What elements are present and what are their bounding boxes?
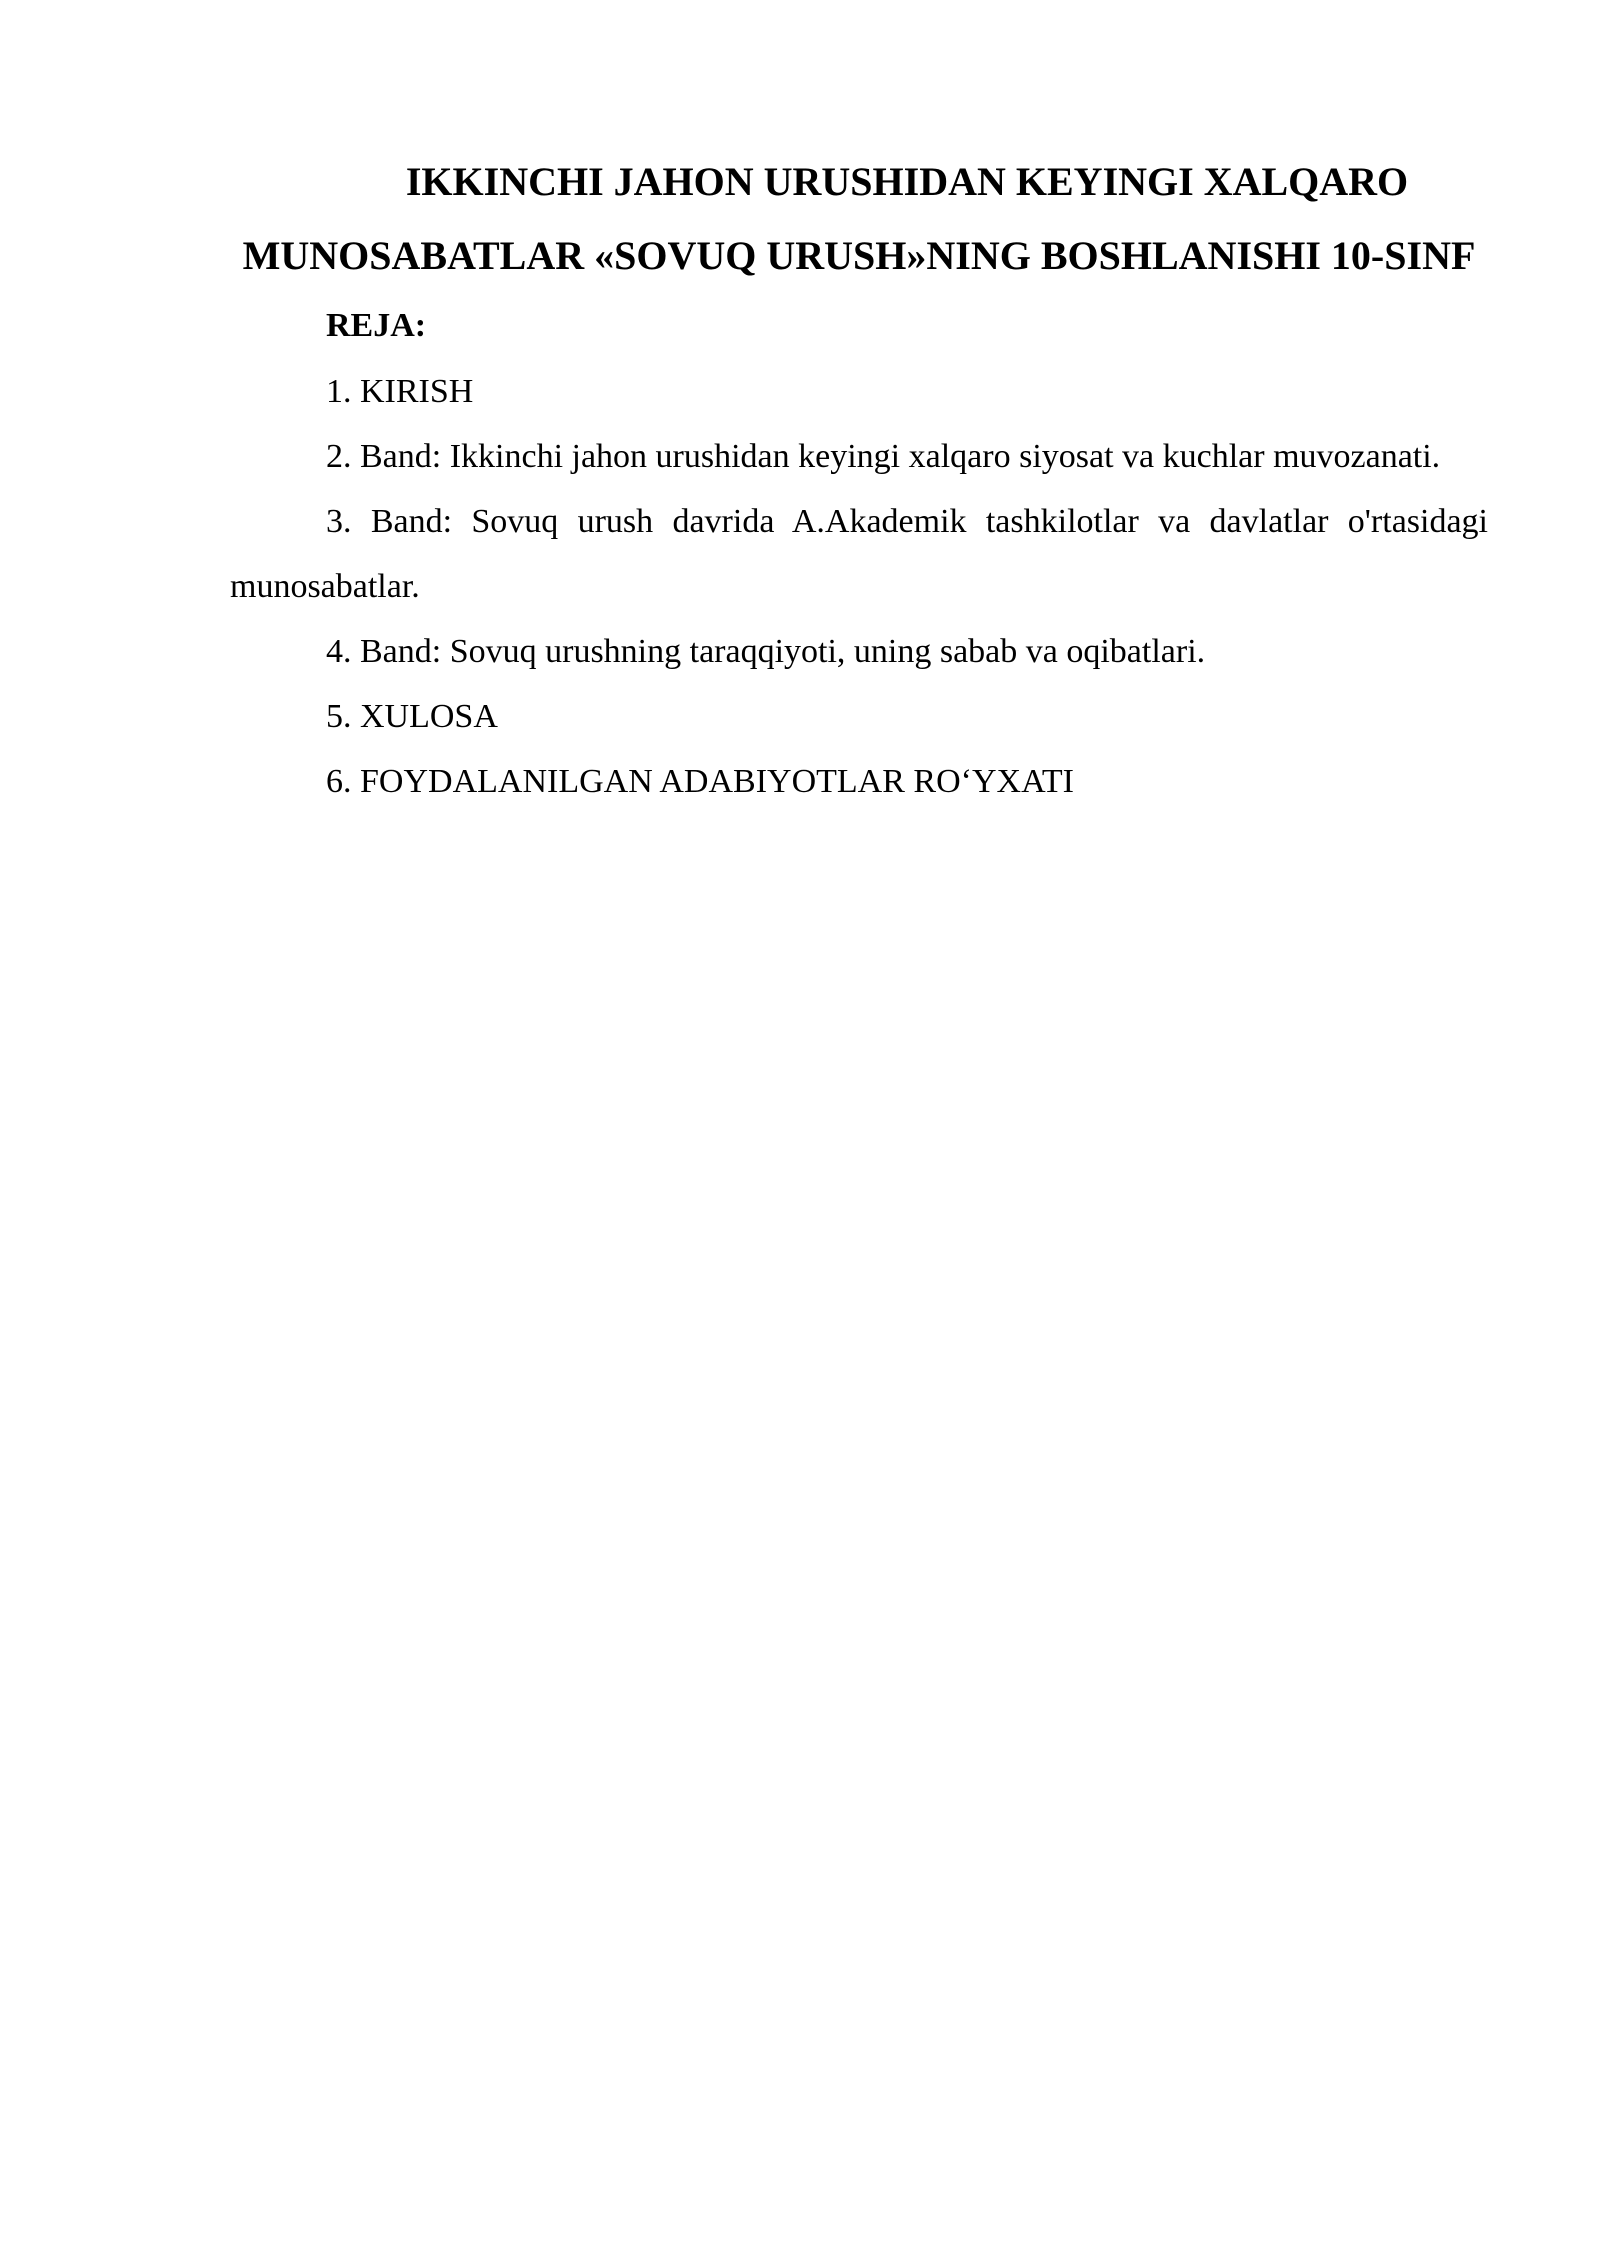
- plan-heading: REJA:: [326, 307, 427, 344]
- plan-item-2: 2. Band: Ikkinchi jahon urushidan keyingi xalqaro siyosat va kuchlar muvozanati.: [326, 438, 1441, 475]
- page-content: [230, 145, 1488, 814]
- plan-item-5: 5. XULOSA: [326, 698, 498, 735]
- plan-item-3: 3. Band: Sovuq urush davrida A.Akademik tashkilotlar va davlatlar o'rtasidagi munosabatlar.: [230, 503, 1488, 605]
- plan-item-1: 1. KIRISH: [326, 373, 474, 410]
- document-title: IKKINCHI JAHON URUSHIDAN KEYINGI XALQARO MUNOSABATLAR «SOVUQ URUSH»NING BOSHLANISHI 10-SINF: [242, 159, 1476, 278]
- plan-item-4: 4. Band: Sovuq urushning taraqqiyoti, uning sabab va oqibatlari.: [326, 633, 1206, 670]
- plan-item-6: 6. FOYDALANILGAN ADABIYOTLAR RO‘YXATI: [326, 763, 1074, 800]
